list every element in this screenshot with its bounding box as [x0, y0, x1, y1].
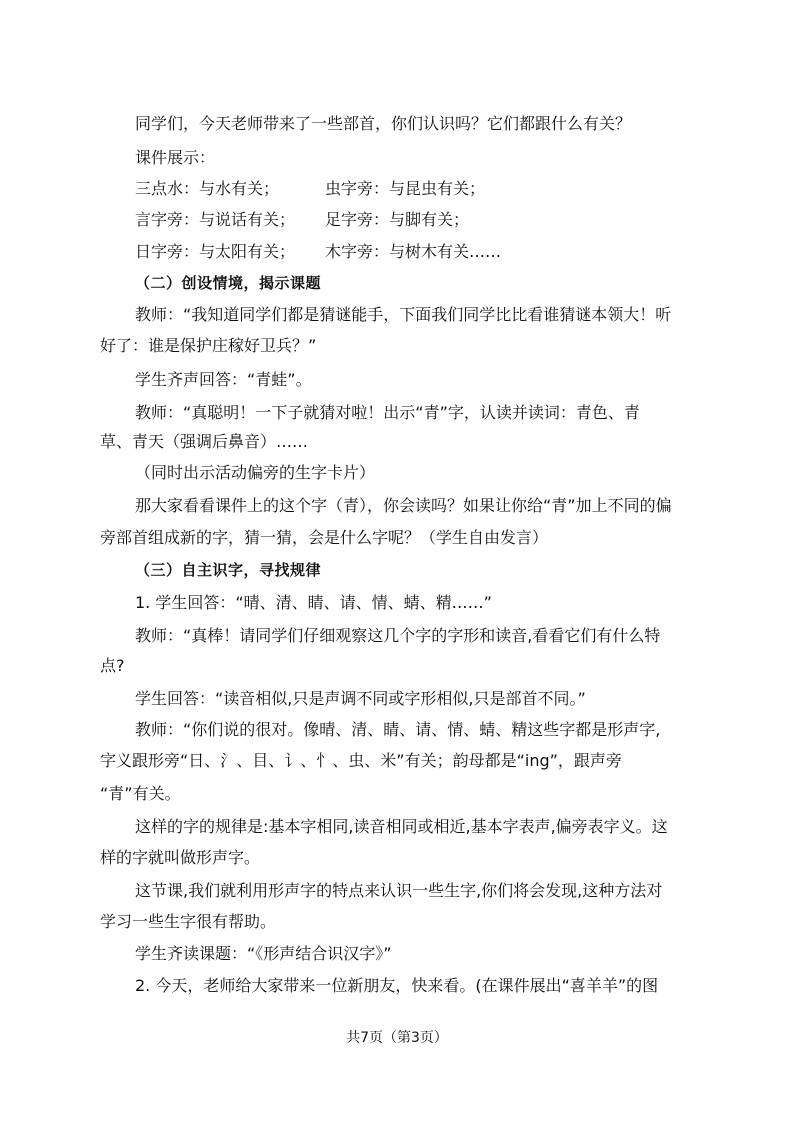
- paragraph-line: 学生齐声回答：“青蛙”。: [135, 370, 312, 389]
- paragraph-line: 学生回答：“读音相似,只是声调不同或字形相似,只是部首不同。”: [135, 689, 586, 708]
- paragraph-line: 那大家看看课件上的这个字（青），你会读吗？如果让你给“青”加上不同的偏: [135, 496, 672, 515]
- paragraph-line: 学习一些生字很有帮助。: [100, 912, 277, 931]
- radical-item: 言字旁：与说话有关；: [135, 210, 296, 229]
- paragraph-line: 这节课,我们就利用形声字的特点来认识一些生字,你们将会发现,这种方法对: [135, 881, 663, 900]
- paragraph-line: 好了：谁是保护庄稼好卫兵？”: [100, 336, 317, 355]
- radical-item: 虫字旁：与昆虫有关；: [325, 179, 486, 198]
- paragraph-line: 样的字就叫做形声字。: [100, 848, 261, 867]
- paragraph-line: 学生齐读课题：“《形声结合识汉字》”: [135, 944, 392, 963]
- paragraph-line: 草、青天（强调后鼻音）……: [100, 432, 309, 451]
- radical-item: 木字旁：与树木有关……: [325, 242, 502, 261]
- paragraph-line: 旁部首组成新的字，猜一猜，会是什么字呢？（学生自由发言）: [100, 528, 549, 547]
- paragraph-line: 2. 今天，老师给大家带来一位新朋友，快来看。(在课件展出“喜羊羊”的图: [135, 976, 659, 995]
- paragraph-line: 教师：“我知道同学们都是猜谜能手，下面我们同学比比看谁猜谜本领大！听: [135, 305, 672, 324]
- paragraph-line: 课件展示：: [135, 148, 216, 167]
- paragraph-line: 同学们，今天老师带来了一些部首，你们认识吗？它们都跟什么有关？: [135, 114, 632, 133]
- paragraph-line: 1. 学生回答：“晴、清、睛、请、情、蜻、精……”: [135, 593, 492, 612]
- paragraph-line: 教师：“真棒！请同学们仔细观察这几个字的字形和读音,看看它们有什么特: [135, 626, 661, 645]
- paragraph-line: 字义跟形旁“日、氵、目、讠、忄、虫、米”有关；韵母都是“ing”，跟声旁: [100, 751, 622, 770]
- radical-item: 三点水：与水有关；: [135, 179, 280, 198]
- paragraph-line: 这样的字的规律是:基本字相同,读音相同或相近,基本字表声,偏旁表字义。这: [135, 817, 668, 836]
- paragraph-line: （同时出示活动偏旁的生字卡片）: [135, 463, 376, 482]
- paragraph-line: “青”有关。: [100, 784, 181, 803]
- radical-item: 日字旁：与太阳有关；: [135, 242, 296, 261]
- radical-item: 足字旁：与脚有关；: [325, 210, 470, 229]
- page-footer: 共7页（第3页）: [346, 1030, 448, 1046]
- paragraph-line: 教师：“你们说的很对。像晴、清、睛、请、情、蜻、精这些字都是形声字,: [135, 720, 661, 739]
- paragraph-line: 点?: [100, 656, 125, 675]
- section-heading: （三）自主识字，寻找规律: [135, 561, 322, 579]
- paragraph-line: 教师：“真聪明！一下子就猜对啦！出示“青”字，认读并读词：青色、青: [135, 403, 640, 422]
- section-heading: （二）创设情境，揭示课题: [135, 274, 322, 292]
